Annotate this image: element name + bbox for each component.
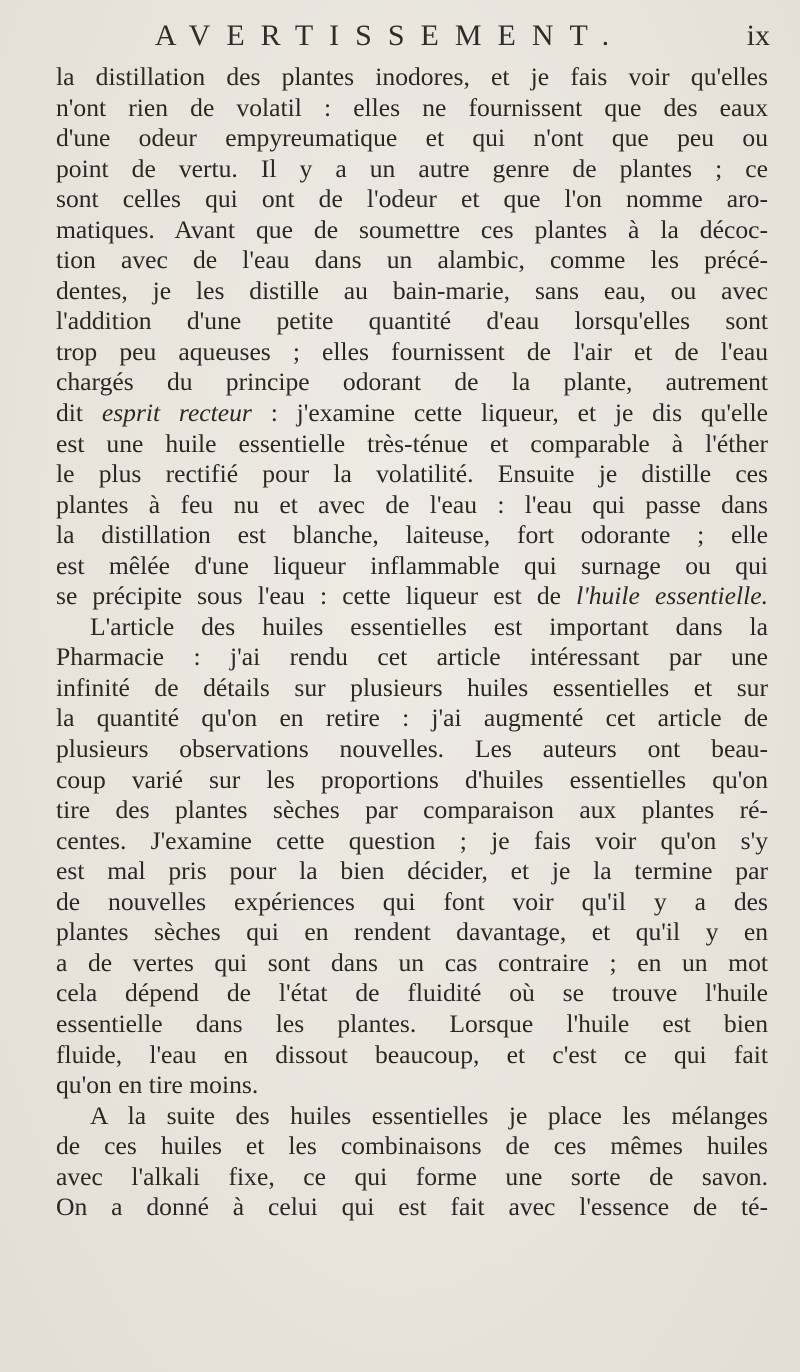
text-line: est une huile essentielle très-ténue et comparable à l'éther (56, 428, 768, 458)
text-line: coup varié sur les proportions d'huiles essentielles qu'on (56, 764, 768, 794)
text-line: de ces huiles et les combinaisons de ces mêmes huiles (56, 1131, 768, 1161)
page-number: ix (746, 19, 770, 52)
text-line: la distillation des plantes inodores, et je fais voir qu'elles (56, 62, 768, 91)
text-line: se précipite sous l'eau : cette liqueur est de l'huile essentielle. (56, 581, 768, 611)
text-line: qu'on en tire moins. (56, 1070, 259, 1100)
text-line: point de vertu. Il y a un autre genre de plantes ; ce (56, 153, 768, 183)
text-line: dentes, je les distille au bain-marie, sans eau, ou avec (56, 275, 768, 305)
text-line: matiques. Avant que de soumettre ces plantes à la décoc- (56, 214, 768, 244)
text-line: le plus rectifié pour la volatilité. Ensuite je distille ces (56, 459, 768, 489)
text-line: tire des plantes sèches par comparaison aux plantes ré- (56, 795, 768, 825)
text-line: tion avec de l'eau dans un alambic, comme les précé- (56, 245, 768, 275)
text-line: de nouvelles expériences qui font voir qu'il y a des (56, 886, 768, 916)
text-line: chargés du principe odorant de la plante, autrement (56, 367, 768, 397)
text-line: plantes à feu nu et avec de l'eau : l'eau qui passe dans (56, 489, 768, 519)
text-line: Pharmacie : j'ai rendu cet article intéressant par une (56, 642, 768, 672)
running-title: AVERTISSEMENT. (154, 19, 626, 52)
text-line: l'addition d'une petite quantité d'eau lorsqu'elles sont (56, 306, 768, 336)
text-line: plusieurs observations nouvelles. Les auteurs ont beau- (56, 734, 768, 764)
text-line: d'une odeur empyreumatique et qui n'ont que peu ou (56, 123, 768, 153)
text-line: fluide, l'eau en dissout beaucoup, et c'est ce qui fait (56, 1039, 768, 1069)
text-line: la quantité qu'on en retire : j'ai augmenté cet article de (56, 703, 768, 733)
text-line: plantes sèches qui en rendent davantage, et qu'il y en (56, 917, 768, 947)
text-line: centes. J'examine cette question ; je fais voir qu'on s'y (56, 825, 768, 855)
text-line: essentielle dans les plantes. Lorsque l'huile est bien (56, 1008, 768, 1038)
text-line: avec l'alkali fixe, ce qui forme une sorte de savon. (56, 1161, 768, 1191)
text-line: dit esprit recteur : j'examine cette liqueur, et je dis qu'elle (56, 398, 768, 428)
text-line: est mal pris pour la bien décider, et je la termine par (56, 856, 768, 886)
text-line: cela dépend de l'état de fluidité où se trouve l'huile (56, 978, 768, 1008)
text-line: a de vertes qui sont dans un cas contraire ; en un mot (56, 947, 768, 977)
text-line: est mêlée d'une liqueur inflammable qui surnage ou qui (56, 550, 768, 580)
text-line: n'ont rien de volatil : elles ne fournissent que des eaux (56, 92, 768, 122)
body-text (56, 62, 768, 1223)
page-bottom-edge (56, 1346, 768, 1356)
page-header (70, 14, 770, 58)
text-line: sont celles qui ont de l'odeur et que l'on nomme aro- (56, 184, 768, 214)
text-line: trop peu aqueuses ; elles fournissent de l'air et de l'eau (56, 336, 768, 366)
text-line: On a donné à celui qui est fait avec l'essence de té- (56, 1192, 768, 1222)
text-line: la distillation est blanche, laiteuse, fort odorante ; elle (56, 520, 768, 550)
text-line: L'article des huiles essentielles est important dans la (90, 611, 768, 641)
text-line: A la suite des huiles essentielles je place les mélanges (90, 1100, 768, 1130)
text-line: infinité de détails sur plusieurs huiles essentielles et sur (56, 672, 768, 702)
